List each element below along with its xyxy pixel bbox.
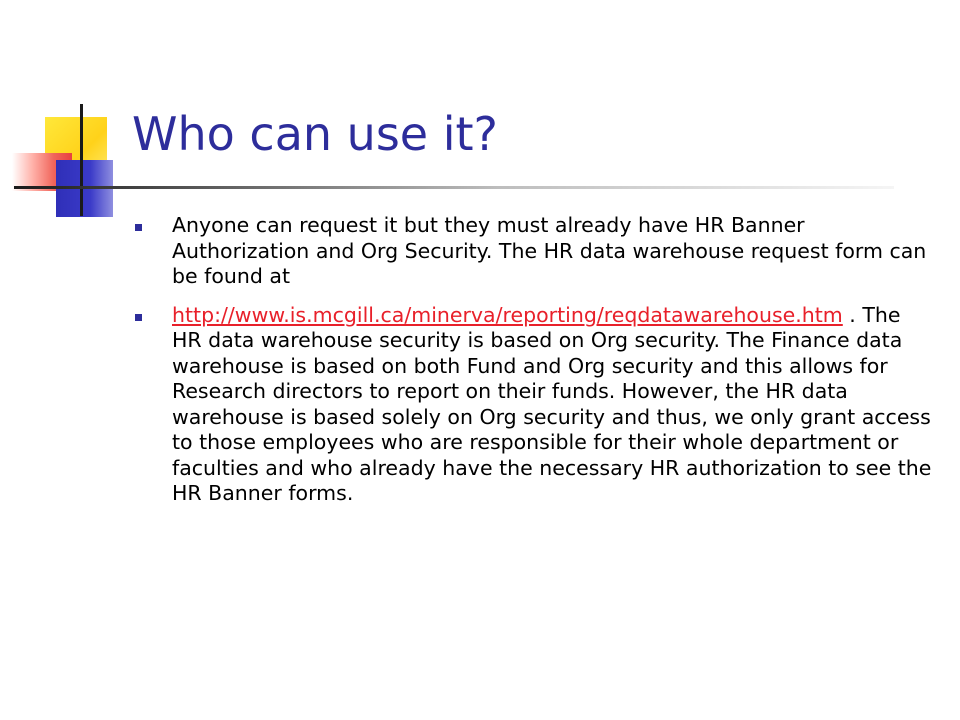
slide-title: Who can use it? <box>132 107 498 161</box>
bullet-text: . The HR data warehouse security is based on Org security. The Finance data warehouse is based on both Fund and Org security and this allows for Research directors to report on their funds. However, the HR data warehouse is based solely on Org security and thus, we only grant access to those employees who are responsible for their whole department or faculties and who already have the necessary HR authorization to see the HR Banner forms. <box>172 302 932 505</box>
decorative-vertical-line <box>80 104 83 216</box>
bullet-square-icon <box>135 224 142 231</box>
bullet-item-1 <box>132 213 932 290</box>
bullet-item-2 <box>132 303 932 507</box>
bullet-list <box>132 213 932 520</box>
title-underline <box>14 186 894 189</box>
bullet-text: Anyone can request it but they must already have HR Banner Authorization and Org Security. The HR data warehouse request form can be found at <box>172 213 927 288</box>
bullet-square-icon <box>135 314 142 321</box>
request-form-link[interactable]: http://www.is.mcgill.ca/minerva/reporting/reqdatawarehouse.htm <box>172 302 843 327</box>
